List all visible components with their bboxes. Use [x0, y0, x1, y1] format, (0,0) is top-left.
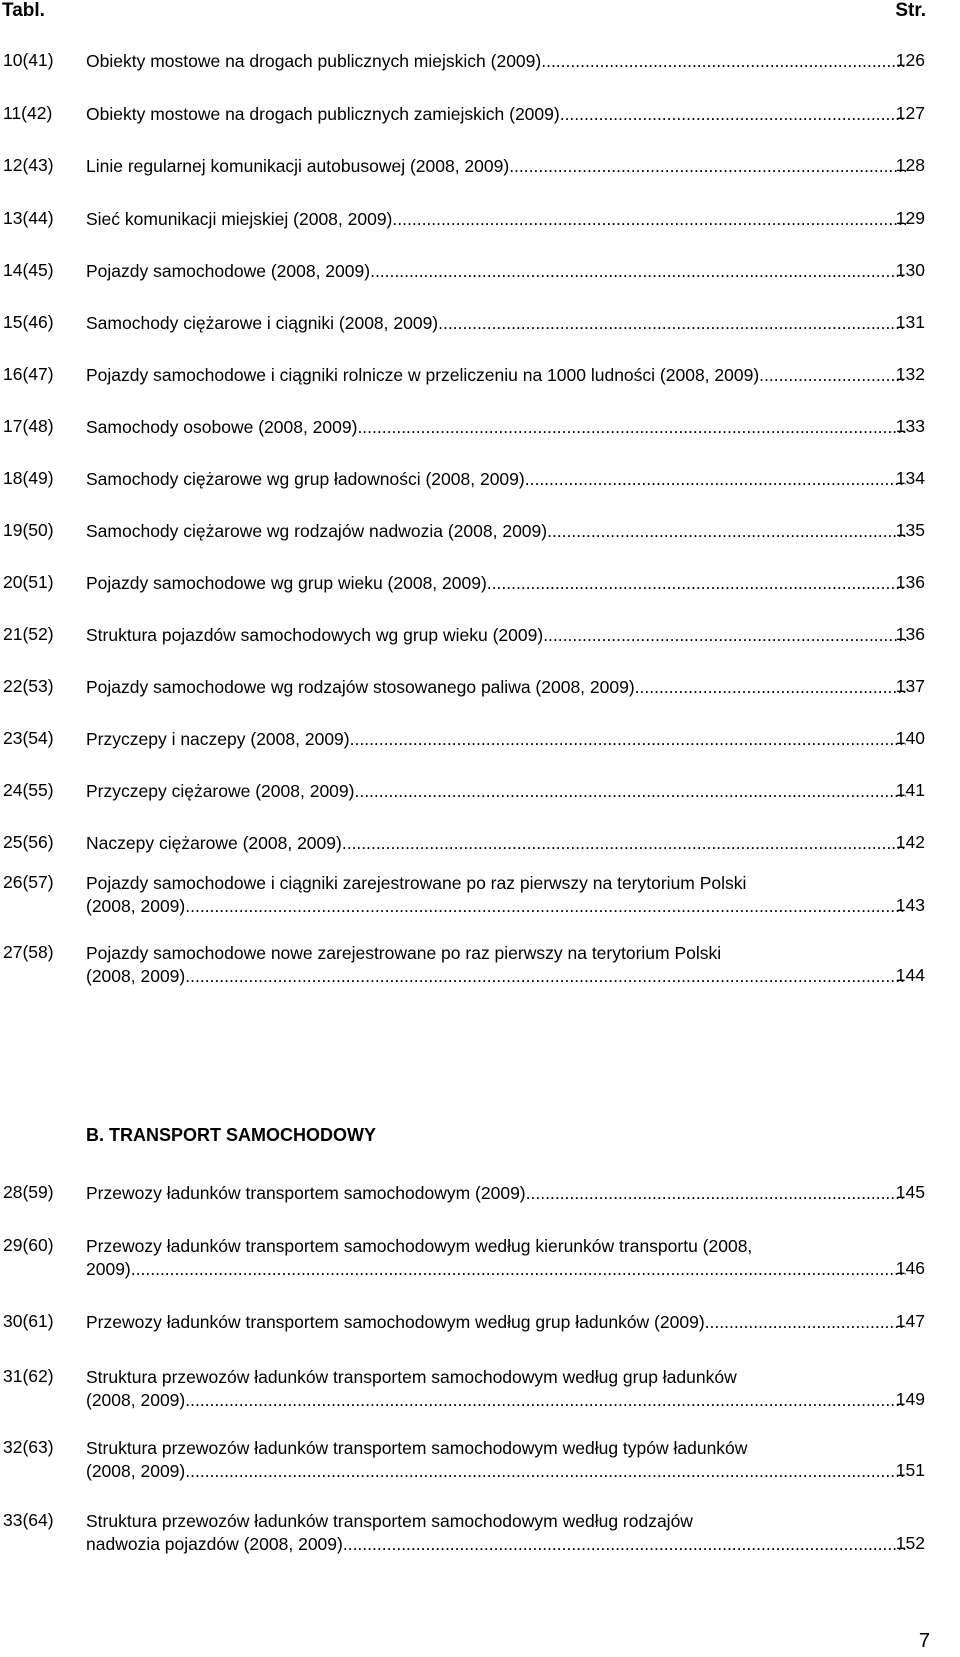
entry-title-line2-text: 2009) [86, 1259, 131, 1279]
page-ref: 149 [895, 1389, 925, 1409]
dot-leader [525, 468, 906, 491]
page-ref: 152 [895, 1533, 925, 1553]
entry-title [86, 1437, 916, 1483]
header-table-label: Tabl. [2, 0, 45, 21]
entry-title-text: Pojazdy samochodowe (2008, 2009) [86, 261, 371, 281]
entry-title-line1 [86, 520, 906, 543]
entry-title [86, 728, 916, 751]
page-ref: 141 [895, 780, 925, 800]
page-ref: 130 [895, 260, 925, 280]
entry-title [86, 1366, 916, 1412]
entry-title-line1 [86, 103, 906, 126]
table-number: 12(43) [3, 155, 54, 175]
page-ref: 143 [895, 895, 925, 915]
entry-title-text: Przewozy ładunków transportem samochodowym (2009) [86, 1183, 526, 1203]
dot-leader [185, 965, 906, 988]
table-number: 14(45) [3, 260, 54, 280]
entry-title-text: Przyczepy i naczepy (2008, 2009) [86, 729, 350, 749]
page-ref: 126 [895, 50, 925, 70]
entry-title [86, 1311, 916, 1334]
dot-leader [131, 1258, 906, 1281]
dot-leader [350, 728, 906, 751]
table-number: 19(50) [3, 520, 54, 540]
entry-title-line1: Struktura przewozów ładunków transportem samochodowym według rodzajów [86, 1511, 693, 1531]
entry-title [86, 103, 916, 126]
entry-title-line2-text: nadwozia pojazdów (2008, 2009) [86, 1534, 343, 1554]
page-ref: 129 [895, 208, 925, 228]
entry-title-line1 [86, 676, 906, 699]
entry-title-line1 [86, 50, 906, 73]
entry-title-text: Przyczepy ciężarowe (2008, 2009) [86, 781, 355, 801]
entry-title-line1 [86, 260, 906, 283]
entry-title [86, 624, 916, 647]
entry-title [86, 416, 916, 439]
entry-title-text: Linie regularnej komunikacji autobusowej (2008, 2009) [86, 156, 510, 176]
entry-title [86, 260, 916, 283]
dot-leader [487, 572, 906, 595]
entry-title-line1 [86, 1182, 906, 1205]
entry-title-line1 [86, 155, 906, 178]
entry-title-line1 [86, 416, 906, 439]
table-number: 21(52) [3, 624, 54, 644]
entry-title-line1: Przewozy ładunków transportem samochodowym według kierunków transportu (2008, [86, 1236, 753, 1256]
entry-title-line1: Struktura przewozów ładunków transportem samochodowym według typów ładunków [86, 1438, 748, 1458]
entry-title-text: Naczepy ciężarowe (2008, 2009) [86, 833, 342, 853]
entry-title [86, 312, 916, 335]
dot-leader [370, 260, 906, 283]
table-number: 31(62) [3, 1366, 54, 1386]
entry-title-line1 [86, 572, 906, 595]
dot-leader [438, 312, 906, 335]
entry-title-line2 [86, 1460, 906, 1483]
table-number: 24(55) [3, 780, 54, 800]
table-number: 25(56) [3, 832, 54, 852]
entry-title-line2-text: (2008, 2009) [86, 896, 186, 916]
dot-leader [342, 832, 906, 855]
header-page-label: Str. [895, 0, 926, 21]
dot-leader [541, 50, 906, 73]
table-number: 22(53) [3, 676, 54, 696]
page-ref: 136 [895, 624, 925, 644]
section-heading: B. TRANSPORT SAMOCHODOWY [86, 1125, 376, 1145]
entry-title-text: Obiekty mostowe na drogach publicznych miejskich (2009) [86, 51, 542, 71]
entry-title [86, 676, 916, 699]
entry-title-text: Samochody ciężarowe wg grup ładowności (2008, 2009) [86, 469, 525, 489]
entry-title-line1 [86, 728, 906, 751]
table-number: 23(54) [3, 728, 54, 748]
table-number: 10(41) [3, 50, 54, 70]
page-ref: 145 [895, 1182, 925, 1202]
table-number: 16(47) [3, 364, 54, 384]
entry-title-text: Sieć komunikacji miejskiej (2008, 2009) [86, 209, 393, 229]
entry-title-line1 [86, 780, 906, 803]
entry-title-line2-text: (2008, 2009) [86, 966, 186, 986]
dot-leader [343, 1533, 906, 1556]
entry-title-line1: Struktura przewozów ładunków transportem samochodowym według grup ładunków [86, 1367, 737, 1387]
page-ref: 135 [895, 520, 925, 540]
table-number: 28(59) [3, 1182, 54, 1202]
page-ref: 146 [895, 1258, 925, 1278]
entry-title-line2 [86, 965, 906, 988]
entry-title-line1 [86, 624, 906, 647]
entry-title-line1 [86, 468, 906, 491]
entry-title [86, 872, 916, 918]
entry-title [86, 832, 916, 855]
page-ref: 134 [895, 468, 925, 488]
page-ref: 128 [895, 155, 925, 175]
entry-title [86, 1182, 916, 1205]
entry-title-text: Samochody osobowe (2008, 2009) [86, 417, 358, 437]
entry-title-line2-text: (2008, 2009) [86, 1461, 186, 1481]
entry-title-text: Struktura pojazdów samochodowych wg grup wieku (2009) [86, 625, 544, 645]
entry-title [86, 50, 916, 73]
page-ref: 140 [895, 728, 925, 748]
page-ref: 137 [895, 676, 925, 696]
dot-leader [509, 155, 906, 178]
entry-title-line1 [86, 1311, 906, 1334]
dot-leader [705, 1311, 906, 1334]
entry-title-text: Obiekty mostowe na drogach publicznych zamiejskich (2009) [86, 104, 560, 124]
page-ref: 142 [895, 832, 925, 852]
table-number: 32(63) [3, 1437, 54, 1457]
entry-title [86, 942, 916, 988]
dot-leader [543, 624, 906, 647]
entry-title-text: Przewozy ładunków transportem samochodowym według grup ładunków (2009) [86, 1312, 705, 1332]
entry-title [86, 364, 916, 387]
table-number: 30(61) [3, 1311, 54, 1331]
table-number: 29(60) [3, 1235, 54, 1255]
entry-title-line2-text: (2008, 2009) [86, 1390, 186, 1410]
table-number: 27(58) [3, 942, 54, 962]
table-number: 17(48) [3, 416, 54, 436]
entry-title [86, 468, 916, 491]
entry-title-line1 [86, 208, 906, 231]
entry-title-line1: Pojazdy samochodowe nowe zarejestrowane po raz pierwszy na terytorium Polski [86, 943, 722, 963]
table-number: 13(44) [3, 208, 54, 228]
dot-leader [526, 1182, 906, 1205]
entry-title-line1 [86, 312, 906, 335]
table-number: 26(57) [3, 872, 54, 892]
table-number: 11(42) [3, 103, 53, 123]
page-ref: 151 [895, 1460, 925, 1480]
dot-leader [185, 895, 906, 918]
dot-leader [357, 416, 906, 439]
dot-leader [185, 1389, 906, 1412]
entry-title-text: Samochody ciężarowe i ciągniki (2008, 2009) [86, 313, 439, 333]
page-ref: 147 [895, 1311, 925, 1331]
entry-title-text: Pojazdy samochodowe wg rodzajów stosowanego paliwa (2008, 2009) [86, 677, 635, 697]
page-ref: 131 [895, 312, 925, 332]
dot-leader [547, 520, 906, 543]
page-ref: 136 [895, 572, 925, 592]
table-number: 18(49) [3, 468, 54, 488]
entry-title-line2 [86, 1533, 906, 1556]
table-number: 20(51) [3, 572, 54, 592]
entry-title-text: Pojazdy samochodowe wg grup wieku (2008, 2009) [86, 573, 487, 593]
page-ref: 132 [895, 364, 925, 384]
entry-title [86, 155, 916, 178]
entry-title [86, 1510, 916, 1556]
entry-title-line2 [86, 1258, 906, 1281]
entry-title-line1 [86, 364, 906, 387]
page-number: 7 [918, 1630, 930, 1652]
entry-title-text: Pojazdy samochodowe i ciągniki rolnicze w przeliczeniu na 1000 ludności (2008, 2009) [86, 365, 760, 385]
dot-leader [392, 208, 906, 231]
entry-title-text: Samochody ciężarowe wg rodzajów nadwozia (2008, 2009) [86, 521, 548, 541]
dot-leader [185, 1460, 906, 1483]
table-number: 15(46) [3, 312, 54, 332]
dot-leader [759, 364, 906, 387]
entry-title [86, 1235, 916, 1281]
entry-title [86, 572, 916, 595]
entry-title-line2 [86, 1389, 906, 1412]
dot-leader [560, 103, 906, 126]
entry-title [86, 520, 916, 543]
entry-title-line1 [86, 832, 906, 855]
table-number: 33(64) [3, 1510, 54, 1530]
entry-title [86, 208, 916, 231]
entry-title [86, 780, 916, 803]
entry-title-line2 [86, 895, 906, 918]
entry-title-line1: Pojazdy samochodowe i ciągniki zarejestrowane po raz pierwszy na terytorium Polski [86, 873, 747, 893]
page-ref: 127 [895, 103, 925, 123]
page-ref: 144 [895, 965, 925, 985]
dot-leader [635, 676, 906, 699]
dot-leader [354, 780, 906, 803]
page-ref: 133 [895, 416, 925, 436]
